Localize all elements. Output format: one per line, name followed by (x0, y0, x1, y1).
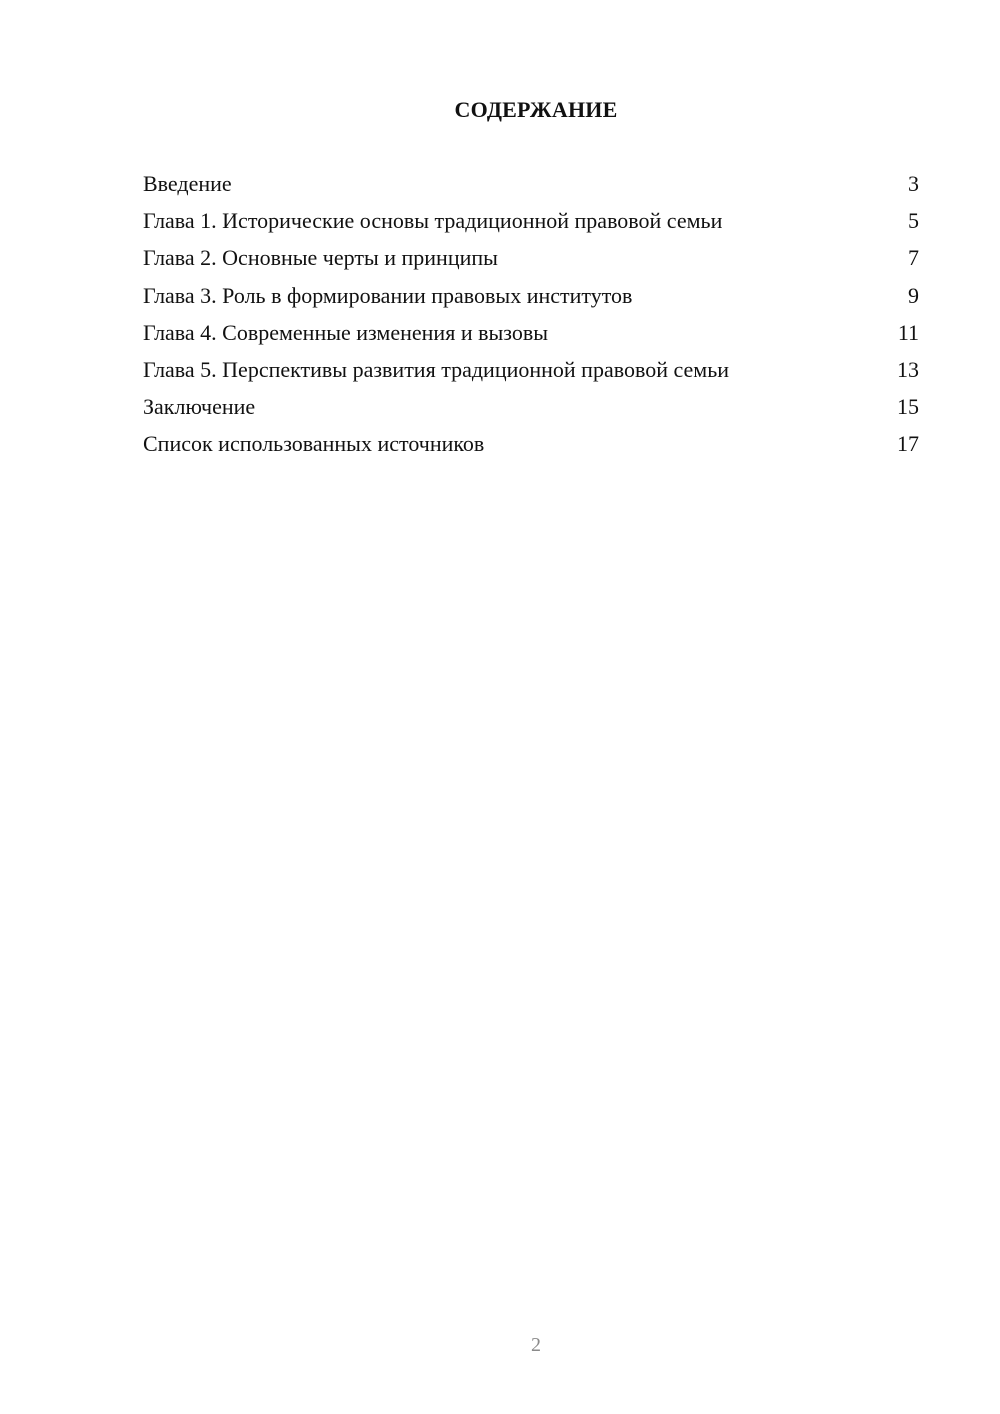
page-number: 2 (531, 1334, 541, 1356)
toc-entry-title: Заключение (143, 394, 256, 420)
toc-entry-chapter-5 (143, 354, 919, 391)
toc-entry-page: 13 (897, 356, 919, 382)
toc-entry-page: 7 (908, 245, 919, 271)
toc-entry-title: Глава 1. Исторические основы традиционной правовой семьи (143, 208, 723, 234)
toc-entry-introduction (143, 168, 919, 205)
toc-entry-page: 15 (897, 394, 919, 420)
toc-entry-chapter-2 (143, 242, 919, 279)
toc-entry-chapter-1 (143, 205, 919, 242)
toc-entry-chapter-4 (143, 317, 919, 354)
toc-entry-title: Глава 4. Современные изменения и вызовы (143, 319, 548, 345)
toc-entry-page: 9 (908, 282, 919, 308)
toc-entry-page: 11 (897, 319, 919, 345)
toc-entry-title: Глава 5. Перспективы развития традиционной правовой семьи (143, 356, 729, 382)
toc-entry-title: Список использованных источников (143, 431, 485, 457)
page-title: СОДЕРЖАНИЕ (454, 97, 618, 122)
toc-entry-title: Введение (143, 171, 232, 196)
toc-entry-references (143, 428, 919, 465)
toc-entry-chapter-3 (143, 280, 919, 317)
table-of-contents (143, 168, 919, 466)
toc-entry-page: 3 (908, 171, 919, 196)
toc-entry-title: Глава 2. Основные черты и принципы (143, 245, 498, 271)
toc-entry-page: 17 (897, 431, 919, 457)
toc-entry-title: Глава 3. Роль в формировании правовых институтов (143, 282, 633, 308)
toc-entry-conclusion (143, 391, 919, 428)
toc-entry-page: 5 (908, 208, 919, 234)
